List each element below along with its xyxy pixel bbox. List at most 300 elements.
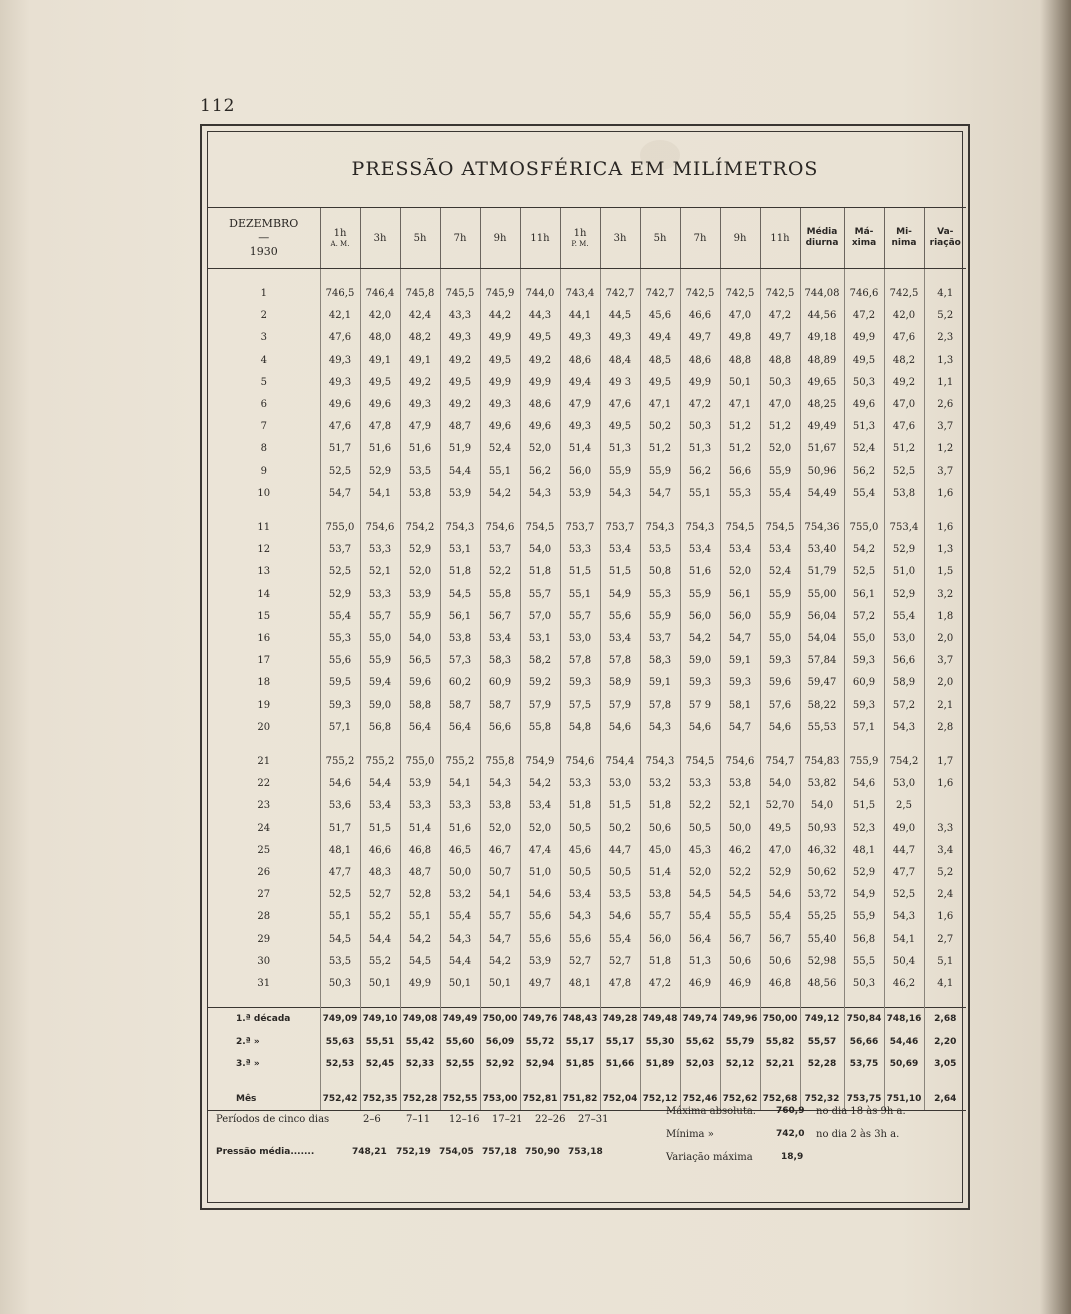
value-cell: 50,96 — [800, 461, 844, 483]
value-cell: 1,7 — [924, 751, 966, 773]
spacer-cell — [924, 1076, 966, 1088]
summary-value: 3,05 — [924, 1053, 966, 1076]
spacer-cell — [480, 505, 520, 517]
value-cell: 754,3 — [680, 517, 720, 539]
value-cell: 50,3 — [760, 372, 800, 394]
column-header-label: Mi- nima — [891, 227, 917, 248]
value-cell: 52,9 — [400, 539, 440, 561]
value-cell: 744,0 — [520, 283, 560, 305]
value-cell: 56,0 — [640, 929, 680, 951]
value-cell: 49,49 — [800, 416, 844, 438]
value-cell: 48,8 — [720, 350, 760, 372]
year-label: 1930 — [249, 245, 278, 258]
value-cell: 52,0 — [520, 818, 560, 840]
value-cell: 47,6 — [884, 327, 924, 349]
value-cell: 58,9 — [600, 672, 640, 694]
value-cell: 55,6 — [320, 650, 360, 672]
value-cell: 53,8 — [720, 773, 760, 795]
value-cell: 2,5 — [884, 795, 924, 817]
spacer-cell — [560, 1076, 600, 1088]
value-cell: 44,7 — [884, 840, 924, 862]
value-cell: 49,18 — [800, 327, 844, 349]
spacer-cell — [360, 1076, 400, 1088]
spacer-cell — [208, 995, 320, 1008]
value-cell: 54,7 — [480, 929, 520, 951]
spacer-cell — [480, 1076, 520, 1088]
value-cell: 53,1 — [520, 628, 560, 650]
spacer-cell — [320, 505, 360, 517]
spacer-cell — [208, 739, 320, 751]
value-cell: 55,4 — [760, 906, 800, 928]
value-cell: 55,9 — [760, 606, 800, 628]
spacer-cell — [440, 505, 480, 517]
day-cell: 15 — [257, 610, 271, 622]
table-row — [208, 951, 966, 973]
summary-value: 55,63 — [320, 1031, 360, 1054]
summary-label: 1.ª década — [208, 1008, 320, 1031]
summary-value: 749,09 — [320, 1008, 360, 1031]
value-cell: 47,2 — [844, 305, 884, 327]
value-cell: 54,1 — [440, 773, 480, 795]
value-cell: 755,2 — [360, 751, 400, 773]
value-cell: 54,4 — [440, 461, 480, 483]
spacer-cell — [320, 995, 360, 1008]
value-cell: 49,5 — [600, 416, 640, 438]
summary-value: 2,68 — [924, 1008, 966, 1031]
value-cell: 47,6 — [320, 416, 360, 438]
value-cell: 53,3 — [680, 773, 720, 795]
value-cell: 753,7 — [600, 517, 640, 539]
value-cell: 54,5 — [320, 929, 360, 951]
value-cell: 52,5 — [884, 461, 924, 483]
value-cell: 51,2 — [720, 438, 760, 460]
value-cell: 49,9 — [520, 372, 560, 394]
table-row — [208, 517, 966, 539]
value-cell: 50,62 — [800, 862, 844, 884]
value-cell: 48,0 — [360, 327, 400, 349]
value-cell: 2,8 — [924, 717, 966, 739]
value-cell: 50,0 — [720, 818, 760, 840]
value-cell: 754,2 — [400, 517, 440, 539]
value-cell: 47,7 — [320, 862, 360, 884]
value-cell: 42,0 — [884, 305, 924, 327]
spacer-cell — [400, 269, 440, 284]
spacer-cell — [800, 1076, 844, 1088]
value-cell: 53,9 — [400, 773, 440, 795]
value-cell: 54,0 — [800, 795, 844, 817]
value-cell: 52,1 — [360, 561, 400, 583]
value-cell: 44,56 — [800, 305, 844, 327]
column-header-sub: A. M. — [330, 240, 350, 248]
summary-value: 52,94 — [520, 1053, 560, 1076]
page-number: 112 — [200, 96, 236, 116]
value-cell: 1,6 — [924, 906, 966, 928]
value-cell: 52,9 — [844, 862, 884, 884]
value-cell: 1,2 — [924, 438, 966, 460]
summary-value: 55,17 — [560, 1031, 600, 1054]
value-cell: 48,1 — [560, 973, 600, 995]
value-cell: 42,4 — [400, 305, 440, 327]
value-cell: 53,4 — [720, 539, 760, 561]
value-cell: 56,4 — [680, 929, 720, 951]
value-cell: 57,9 — [600, 695, 640, 717]
value-cell: 44,2 — [480, 305, 520, 327]
column-header — [640, 208, 680, 269]
summary-value: 55,62 — [680, 1031, 720, 1054]
pressure-table — [208, 207, 966, 1111]
value-cell: 55,4 — [884, 606, 924, 628]
value-cell: 51,7 — [320, 818, 360, 840]
value-cell: 55,7 — [640, 906, 680, 928]
value-cell: 51,4 — [640, 862, 680, 884]
summary-value: 52,03 — [680, 1053, 720, 1076]
summary-value: 51,66 — [600, 1053, 640, 1076]
value-cell: 55,7 — [520, 584, 560, 606]
min-label: Mínima » — [666, 1129, 714, 1140]
value-cell: 50,5 — [600, 862, 640, 884]
table-row — [208, 695, 966, 717]
spacer-cell — [600, 269, 640, 284]
value-cell: 3,2 — [924, 584, 966, 606]
value-cell: 53,40 — [800, 539, 844, 561]
min-value: 742,0 — [776, 1129, 805, 1139]
value-cell: 56,0 — [720, 606, 760, 628]
value-cell: 54,3 — [640, 717, 680, 739]
value-cell: 53,8 — [480, 795, 520, 817]
month-dash: — — [258, 231, 270, 244]
value-cell: 50,7 — [480, 862, 520, 884]
value-cell: 46,9 — [680, 973, 720, 995]
value-cell: 54,1 — [480, 884, 520, 906]
value-cell: 55,4 — [440, 906, 480, 928]
value-cell: 53,3 — [560, 539, 600, 561]
value-cell: 3,7 — [924, 461, 966, 483]
value-cell: 753,4 — [884, 517, 924, 539]
spacer-cell — [640, 269, 680, 284]
value-cell: 51,3 — [680, 438, 720, 460]
summary-value: 752,55 — [440, 1088, 480, 1111]
value-cell: 50,93 — [800, 818, 844, 840]
table-row — [208, 539, 966, 561]
column-header-label: 5h — [413, 232, 427, 244]
summary-value: 752,42 — [320, 1088, 360, 1111]
spacer-cell — [360, 269, 400, 284]
value-cell: 754,9 — [520, 751, 560, 773]
value-cell: 55,3 — [720, 483, 760, 505]
value-cell: 54,1 — [884, 929, 924, 951]
value-cell: 54,4 — [440, 951, 480, 973]
spacer-row — [208, 1076, 966, 1088]
value-cell: 54,7 — [640, 483, 680, 505]
value-cell: 55,7 — [480, 906, 520, 928]
spacer-cell — [440, 269, 480, 284]
day-cell: 29 — [257, 933, 271, 945]
value-cell: 52,2 — [680, 795, 720, 817]
value-cell: 51,0 — [884, 561, 924, 583]
value-cell: 51,5 — [600, 795, 640, 817]
value-cell: 58,22 — [800, 695, 844, 717]
summary-value: 750,00 — [760, 1008, 800, 1031]
pressure-4: 757,18 — [482, 1147, 517, 1157]
value-cell: 3,7 — [924, 416, 966, 438]
column-header — [480, 208, 520, 269]
spacer-cell — [208, 505, 320, 517]
value-cell: 754,3 — [640, 517, 680, 539]
value-cell: 54,3 — [520, 483, 560, 505]
value-cell: 51,8 — [560, 795, 600, 817]
value-cell: 51,4 — [400, 818, 440, 840]
value-cell: 51,2 — [760, 416, 800, 438]
value-cell: 5,2 — [924, 305, 966, 327]
value-cell: 49,2 — [440, 350, 480, 372]
table-row — [208, 650, 966, 672]
value-cell: 54,0 — [760, 773, 800, 795]
value-cell: 754,5 — [720, 517, 760, 539]
value-cell: 50,6 — [640, 818, 680, 840]
day-cell: 3 — [260, 332, 267, 344]
value-cell: 5,1 — [924, 951, 966, 973]
value-cell: 57,3 — [440, 650, 480, 672]
value-cell: 2,0 — [924, 628, 966, 650]
value-cell: 51,6 — [400, 438, 440, 460]
value-cell: 54,6 — [320, 773, 360, 795]
spacer-cell — [640, 995, 680, 1008]
period-3: 12–16 — [449, 1114, 480, 1125]
table-header-row — [208, 208, 966, 269]
value-cell: 49,3 — [480, 394, 520, 416]
value-cell: 742,5 — [760, 283, 800, 305]
value-cell: 59,4 — [360, 672, 400, 694]
table-row — [208, 438, 966, 460]
value-cell: 52,9 — [760, 862, 800, 884]
value-cell: 754,6 — [720, 751, 760, 773]
summary-value: 749,08 — [400, 1008, 440, 1031]
spacer-cell — [844, 1076, 884, 1088]
value-cell: 49,2 — [400, 372, 440, 394]
max-abs-value: 760,9 — [776, 1106, 805, 1116]
value-cell: 54,6 — [520, 884, 560, 906]
value-cell: 52,7 — [560, 951, 600, 973]
summary-value: 752,04 — [600, 1088, 640, 1111]
summary-value: 55,72 — [520, 1031, 560, 1054]
value-cell: 52,0 — [400, 561, 440, 583]
value-cell: 53,8 — [640, 884, 680, 906]
summary-value: 749,96 — [720, 1008, 760, 1031]
value-cell: 58,7 — [440, 695, 480, 717]
value-cell: 55,8 — [480, 584, 520, 606]
value-cell: 754,2 — [884, 751, 924, 773]
value-cell: 54,5 — [720, 884, 760, 906]
value-cell: 53,3 — [560, 773, 600, 795]
summary-value: 748,16 — [884, 1008, 924, 1031]
value-cell: 53,4 — [520, 795, 560, 817]
value-cell: 53,9 — [440, 483, 480, 505]
value-cell: 49,1 — [360, 350, 400, 372]
value-cell: 49,5 — [360, 372, 400, 394]
value-cell: 52,2 — [720, 862, 760, 884]
spacer-cell — [924, 505, 966, 517]
value-cell: 52,0 — [480, 818, 520, 840]
value-cell: 54,5 — [400, 951, 440, 973]
table-row — [208, 929, 966, 951]
value-cell: 48,5 — [640, 350, 680, 372]
month-header — [208, 208, 320, 269]
value-cell: 59,6 — [400, 672, 440, 694]
value-cell: 49,5 — [440, 372, 480, 394]
value-cell: 53,0 — [884, 773, 924, 795]
spacer-cell — [360, 739, 400, 751]
value-cell: 755,2 — [440, 751, 480, 773]
value-cell: 745,5 — [440, 283, 480, 305]
value-cell: 754,36 — [800, 517, 844, 539]
value-cell: 3,7 — [924, 650, 966, 672]
value-cell: 50,3 — [844, 973, 884, 995]
spacer-cell — [440, 995, 480, 1008]
value-cell: 46,6 — [360, 840, 400, 862]
value-cell: 50,5 — [680, 818, 720, 840]
value-cell: 59,3 — [560, 672, 600, 694]
value-cell: 55,9 — [760, 461, 800, 483]
value-cell: 754,5 — [680, 751, 720, 773]
value-cell: 59,1 — [720, 650, 760, 672]
value-cell: 49,9 — [480, 372, 520, 394]
value-cell: 59,5 — [320, 672, 360, 694]
value-cell: 57 9 — [680, 695, 720, 717]
spacer-cell — [680, 1076, 720, 1088]
value-cell: 49,0 — [884, 818, 924, 840]
value-cell: 51,5 — [560, 561, 600, 583]
spacer-cell — [844, 995, 884, 1008]
summary-value: 2,64 — [924, 1088, 966, 1111]
value-cell: 54,3 — [600, 483, 640, 505]
spacer-cell — [520, 995, 560, 1008]
value-cell: 52,98 — [800, 951, 844, 973]
value-cell: 49,5 — [760, 818, 800, 840]
spacer-cell — [400, 995, 440, 1008]
table-row — [208, 561, 966, 583]
max-abs-label: Máxima absoluta. — [666, 1106, 756, 1117]
value-cell: 51,8 — [640, 951, 680, 973]
value-cell: 48,1 — [320, 840, 360, 862]
value-cell: 54,3 — [480, 773, 520, 795]
value-cell: 55,9 — [760, 584, 800, 606]
value-cell: 49,4 — [640, 327, 680, 349]
spacer-row — [208, 995, 966, 1008]
value-cell: 48,1 — [844, 840, 884, 862]
value-cell: 58,7 — [480, 695, 520, 717]
value-cell: 56,2 — [520, 461, 560, 483]
value-cell: 47,2 — [760, 305, 800, 327]
value-cell: 51,6 — [440, 818, 480, 840]
pressure-5: 750,90 — [525, 1147, 560, 1157]
value-cell: 53,3 — [400, 795, 440, 817]
value-cell: 53,82 — [800, 773, 844, 795]
value-cell: 57,8 — [560, 650, 600, 672]
value-cell: 53,6 — [320, 795, 360, 817]
value-cell: 2,6 — [924, 394, 966, 416]
value-cell: 49,5 — [640, 372, 680, 394]
value-cell: 53,3 — [360, 539, 400, 561]
value-cell: 49,9 — [844, 327, 884, 349]
value-cell: 60,9 — [480, 672, 520, 694]
summary-value: 52,45 — [360, 1053, 400, 1076]
value-cell: 55,3 — [640, 584, 680, 606]
value-cell: 54,6 — [760, 717, 800, 739]
value-cell: 56,1 — [844, 584, 884, 606]
spacer-cell — [520, 269, 560, 284]
value-cell: 55,8 — [520, 717, 560, 739]
summary-value: 55,57 — [800, 1031, 844, 1054]
value-cell: 49,5 — [480, 350, 520, 372]
summary-value: 55,51 — [360, 1031, 400, 1054]
value-cell: 58,2 — [520, 650, 560, 672]
value-cell: 54,2 — [480, 951, 520, 973]
spacer-cell — [400, 739, 440, 751]
table-row — [208, 628, 966, 650]
value-cell: 53,3 — [360, 584, 400, 606]
column-header — [884, 208, 924, 269]
value-cell: 51,2 — [720, 416, 760, 438]
value-cell: 55,00 — [800, 584, 844, 606]
value-cell: 47,0 — [884, 394, 924, 416]
column-header-sub: P. M. — [571, 240, 589, 248]
value-cell: 55,4 — [760, 483, 800, 505]
value-cell: 47,9 — [560, 394, 600, 416]
max-abs-note: no dia 18 às 9h a. — [816, 1106, 906, 1117]
value-cell: 52,5 — [320, 561, 360, 583]
summary-value: 52,53 — [320, 1053, 360, 1076]
value-cell: 53,8 — [440, 628, 480, 650]
summary-value: 55,60 — [440, 1031, 480, 1054]
value-cell: 42,1 — [320, 305, 360, 327]
value-cell: 1,6 — [924, 517, 966, 539]
spacer-cell — [640, 1076, 680, 1088]
value-cell: 60,9 — [844, 672, 884, 694]
day-cell: 18 — [257, 677, 271, 689]
value-cell: 53,4 — [600, 539, 640, 561]
value-cell: 53,9 — [400, 584, 440, 606]
day-cell: 9 — [260, 465, 267, 477]
summary-value: 750,00 — [480, 1008, 520, 1031]
table-row — [208, 606, 966, 628]
value-cell: 47,9 — [400, 416, 440, 438]
day-cell: 22 — [257, 778, 271, 790]
value-cell: 745,8 — [400, 283, 440, 305]
value-cell: 53,2 — [640, 773, 680, 795]
value-cell: 754,4 — [600, 751, 640, 773]
value-cell: 56,0 — [680, 606, 720, 628]
spacer-cell — [600, 995, 640, 1008]
value-cell: 60,2 — [440, 672, 480, 694]
value-cell: 2,7 — [924, 929, 966, 951]
spacer-cell — [884, 995, 924, 1008]
value-cell: 1,8 — [924, 606, 966, 628]
value-cell: 742,7 — [600, 283, 640, 305]
value-cell: 55,3 — [320, 628, 360, 650]
value-cell: 755,2 — [320, 751, 360, 773]
value-cell: 55,40 — [800, 929, 844, 951]
value-cell: 47,0 — [760, 394, 800, 416]
day-cell: 28 — [257, 911, 271, 923]
value-cell: 52,9 — [884, 584, 924, 606]
value-cell: 52,5 — [320, 461, 360, 483]
value-cell: 51,8 — [520, 561, 560, 583]
table-row — [208, 372, 966, 394]
table-row — [208, 327, 966, 349]
value-cell: 55,0 — [360, 628, 400, 650]
summary-value: 56,66 — [844, 1031, 884, 1054]
value-cell: 754,6 — [360, 517, 400, 539]
